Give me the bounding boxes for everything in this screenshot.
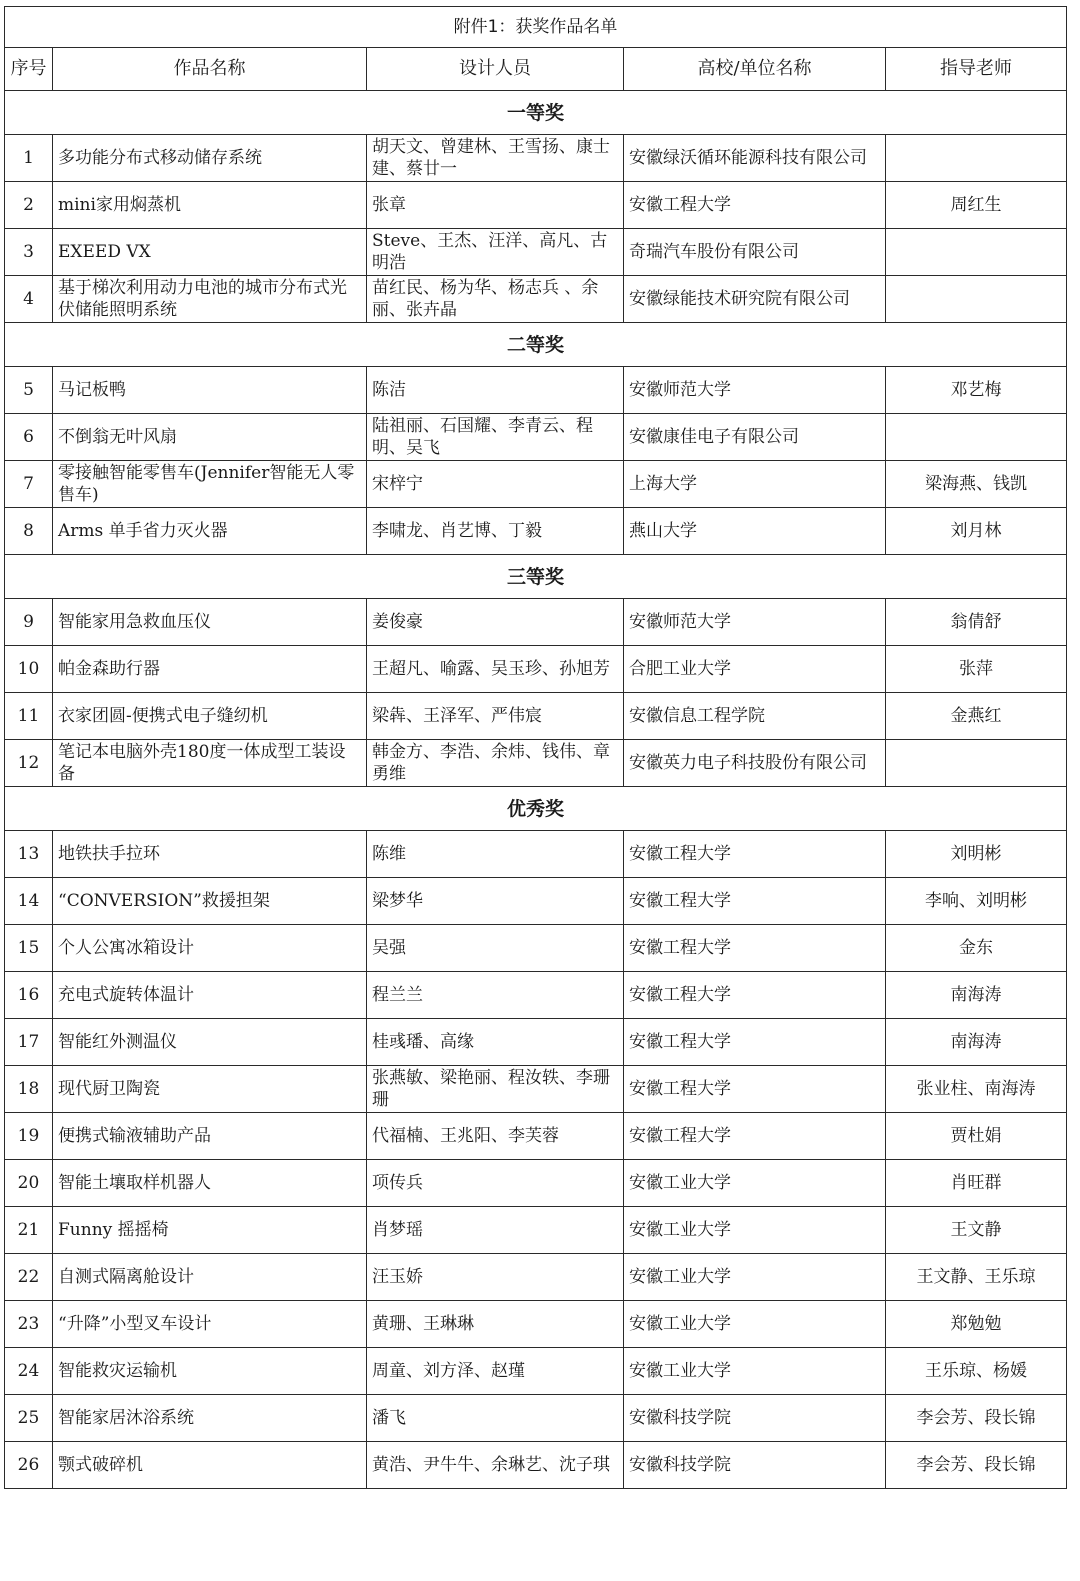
cell-institution: 上海大学 bbox=[624, 461, 886, 508]
section-header-row bbox=[5, 323, 1067, 367]
header-row bbox=[5, 48, 1067, 91]
table-row bbox=[5, 367, 1067, 414]
table-row bbox=[5, 1254, 1067, 1301]
cell-work-name: EXEED VX bbox=[53, 229, 367, 276]
cell-advisor: 梁海燕、钱凯 bbox=[886, 461, 1067, 508]
cell-institution: 奇瑞汽车股份有限公司 bbox=[624, 229, 886, 276]
cell-work-name: 智能救灾运输机 bbox=[53, 1348, 367, 1395]
cell-institution: 安徽工程大学 bbox=[624, 925, 886, 972]
cell-work-name: 帕金森助行器 bbox=[53, 646, 367, 693]
cell-no: 17 bbox=[5, 1019, 53, 1066]
cell-no: 8 bbox=[5, 508, 53, 555]
section-title: 优秀奖 bbox=[5, 787, 1067, 831]
cell-work-name: 颚式破碎机 bbox=[53, 1442, 367, 1489]
cell-no: 21 bbox=[5, 1207, 53, 1254]
cell-work-name: 自测式隔离舱设计 bbox=[53, 1254, 367, 1301]
table-row bbox=[5, 1066, 1067, 1113]
cell-no: 11 bbox=[5, 693, 53, 740]
section-header-row bbox=[5, 91, 1067, 135]
cell-designers: 黄浩、尹牛牛、余琳艺、沈子琪 bbox=[367, 1442, 624, 1489]
table-row bbox=[5, 1348, 1067, 1395]
cell-designers: 李啸龙、肖艺博、丁毅 bbox=[367, 508, 624, 555]
cell-no: 15 bbox=[5, 925, 53, 972]
cell-designers: 宋梓宁 bbox=[367, 461, 624, 508]
cell-designers: 梁梦华 bbox=[367, 878, 624, 925]
cell-advisor: 翁倩舒 bbox=[886, 599, 1067, 646]
cell-advisor: 刘月林 bbox=[886, 508, 1067, 555]
header-no: 序号 bbox=[5, 48, 53, 91]
cell-designers: 陆祖丽、石国耀、李青云、程明、吴飞 bbox=[367, 414, 624, 461]
cell-no: 23 bbox=[5, 1301, 53, 1348]
table-title: 附件1：获奖作品名单 bbox=[5, 7, 1067, 48]
cell-institution: 安徽工业大学 bbox=[624, 1254, 886, 1301]
cell-no: 5 bbox=[5, 367, 53, 414]
section-header-row bbox=[5, 555, 1067, 599]
cell-no: 22 bbox=[5, 1254, 53, 1301]
cell-work-name: 衣家团圆-便携式电子缝纫机 bbox=[53, 693, 367, 740]
cell-no: 24 bbox=[5, 1348, 53, 1395]
cell-advisor: 李会芳、段长锦 bbox=[886, 1442, 1067, 1489]
section-header-row bbox=[5, 787, 1067, 831]
cell-institution: 安徽工程大学 bbox=[624, 831, 886, 878]
table-row bbox=[5, 135, 1067, 182]
cell-advisor: 南海涛 bbox=[886, 1019, 1067, 1066]
cell-institution: 燕山大学 bbox=[624, 508, 886, 555]
cell-institution: 安徽工业大学 bbox=[624, 1207, 886, 1254]
cell-designers: 肖梦瑶 bbox=[367, 1207, 624, 1254]
table-row bbox=[5, 276, 1067, 323]
cell-designers: 周童、刘方泽、赵瑾 bbox=[367, 1348, 624, 1395]
cell-designers: 桂彧璠、高缘 bbox=[367, 1019, 624, 1066]
cell-institution: 合肥工业大学 bbox=[624, 646, 886, 693]
cell-institution: 安徽英力电子科技股份有限公司 bbox=[624, 740, 886, 787]
cell-work-name: 零接触智能零售车(Jennifer智能无人零售车) bbox=[53, 461, 367, 508]
cell-institution: 安徽师范大学 bbox=[624, 599, 886, 646]
cell-no: 18 bbox=[5, 1066, 53, 1113]
table-row bbox=[5, 1395, 1067, 1442]
cell-designers: 代福楠、王兆阳、李芙蓉 bbox=[367, 1113, 624, 1160]
cell-institution: 安徽工程大学 bbox=[624, 1019, 886, 1066]
cell-work-name: “升降”小型叉车设计 bbox=[53, 1301, 367, 1348]
cell-no: 13 bbox=[5, 831, 53, 878]
cell-designers: 苗红民、杨为华、杨志兵 、余丽、张卉晶 bbox=[367, 276, 624, 323]
cell-no: 4 bbox=[5, 276, 53, 323]
cell-no: 19 bbox=[5, 1113, 53, 1160]
table-row bbox=[5, 229, 1067, 276]
cell-institution: 安徽绿沃循环能源科技有限公司 bbox=[624, 135, 886, 182]
cell-advisor: 金东 bbox=[886, 925, 1067, 972]
cell-advisor: 张萍 bbox=[886, 646, 1067, 693]
cell-advisor bbox=[886, 276, 1067, 323]
cell-advisor: 王乐琼、杨媛 bbox=[886, 1348, 1067, 1395]
cell-designers: 胡天文、曾建林、王雪扬、康士建、蔡廿一 bbox=[367, 135, 624, 182]
header-designers: 设计人员 bbox=[367, 48, 624, 91]
header-work: 作品名称 bbox=[53, 48, 367, 91]
table-body bbox=[5, 91, 1067, 1489]
cell-no: 6 bbox=[5, 414, 53, 461]
table-row bbox=[5, 414, 1067, 461]
cell-advisor: 周红生 bbox=[886, 182, 1067, 229]
cell-advisor: 李会芳、段长锦 bbox=[886, 1395, 1067, 1442]
cell-institution: 安徽绿能技术研究院有限公司 bbox=[624, 276, 886, 323]
cell-advisor bbox=[886, 229, 1067, 276]
cell-work-name: 基于梯次利用动力电池的城市分布式光伏储能照明系统 bbox=[53, 276, 367, 323]
cell-no: 10 bbox=[5, 646, 53, 693]
cell-designers: 陈维 bbox=[367, 831, 624, 878]
cell-no: 12 bbox=[5, 740, 53, 787]
cell-institution: 安徽工程大学 bbox=[624, 1113, 886, 1160]
cell-designers: 韩金方、李浩、余炜、钱伟、章勇维 bbox=[367, 740, 624, 787]
cell-advisor: 李响、刘明彬 bbox=[886, 878, 1067, 925]
cell-advisor bbox=[886, 135, 1067, 182]
cell-designers: 黄珊、王琳琳 bbox=[367, 1301, 624, 1348]
cell-no: 16 bbox=[5, 972, 53, 1019]
table-row bbox=[5, 693, 1067, 740]
cell-work-name: 多功能分布式移动储存系统 bbox=[53, 135, 367, 182]
cell-advisor: 王文静 bbox=[886, 1207, 1067, 1254]
cell-work-name: 智能土壤取样机器人 bbox=[53, 1160, 367, 1207]
table-row bbox=[5, 461, 1067, 508]
cell-institution: 安徽信息工程学院 bbox=[624, 693, 886, 740]
cell-designers: 汪玉娇 bbox=[367, 1254, 624, 1301]
cell-work-name: 智能红外测温仪 bbox=[53, 1019, 367, 1066]
table-row bbox=[5, 1019, 1067, 1066]
cell-institution: 安徽工程大学 bbox=[624, 1066, 886, 1113]
cell-institution: 安徽康佳电子有限公司 bbox=[624, 414, 886, 461]
cell-institution: 安徽科技学院 bbox=[624, 1442, 886, 1489]
cell-institution: 安徽工程大学 bbox=[624, 878, 886, 925]
cell-advisor: 张业柱、南海涛 bbox=[886, 1066, 1067, 1113]
cell-designers: Steve、王杰、汪洋、高凡、古明浩 bbox=[367, 229, 624, 276]
table-row bbox=[5, 182, 1067, 229]
cell-no: 3 bbox=[5, 229, 53, 276]
cell-work-name: mini家用焖蒸机 bbox=[53, 182, 367, 229]
cell-work-name: Funny 摇摇椅 bbox=[53, 1207, 367, 1254]
cell-work-name: 现代厨卫陶瓷 bbox=[53, 1066, 367, 1113]
cell-work-name: 地铁扶手拉环 bbox=[53, 831, 367, 878]
cell-designers: 梁犇、王泽军、严伟宸 bbox=[367, 693, 624, 740]
section-title: 二等奖 bbox=[5, 323, 1067, 367]
cell-advisor bbox=[886, 414, 1067, 461]
cell-designers: 张章 bbox=[367, 182, 624, 229]
table-row bbox=[5, 972, 1067, 1019]
cell-work-name: 便携式输液辅助产品 bbox=[53, 1113, 367, 1160]
cell-no: 20 bbox=[5, 1160, 53, 1207]
cell-advisor: 刘明彬 bbox=[886, 831, 1067, 878]
cell-no: 25 bbox=[5, 1395, 53, 1442]
cell-no: 2 bbox=[5, 182, 53, 229]
table-row bbox=[5, 1301, 1067, 1348]
cell-advisor: 南海涛 bbox=[886, 972, 1067, 1019]
table-row bbox=[5, 1207, 1067, 1254]
cell-designers: 王超凡、喻露、吴玉珍、孙旭芳 bbox=[367, 646, 624, 693]
cell-no: 1 bbox=[5, 135, 53, 182]
cell-institution: 安徽师范大学 bbox=[624, 367, 886, 414]
table-row bbox=[5, 1442, 1067, 1489]
cell-institution: 安徽工业大学 bbox=[624, 1160, 886, 1207]
cell-work-name: “CONVERSION”救援担架 bbox=[53, 878, 367, 925]
cell-work-name: 智能家用急救血压仪 bbox=[53, 599, 367, 646]
cell-designers: 姜俊豪 bbox=[367, 599, 624, 646]
cell-advisor bbox=[886, 740, 1067, 787]
cell-designers: 潘飞 bbox=[367, 1395, 624, 1442]
award-table bbox=[4, 6, 1067, 1489]
table-row bbox=[5, 1160, 1067, 1207]
cell-institution: 安徽工业大学 bbox=[624, 1348, 886, 1395]
header-institution: 高校/单位名称 bbox=[624, 48, 886, 91]
cell-designers: 吴强 bbox=[367, 925, 624, 972]
section-title: 三等奖 bbox=[5, 555, 1067, 599]
cell-no: 9 bbox=[5, 599, 53, 646]
cell-designers: 陈洁 bbox=[367, 367, 624, 414]
cell-work-name: 个人公寓冰箱设计 bbox=[53, 925, 367, 972]
cell-no: 26 bbox=[5, 1442, 53, 1489]
cell-institution: 安徽科技学院 bbox=[624, 1395, 886, 1442]
cell-advisor: 邓艺梅 bbox=[886, 367, 1067, 414]
table-row bbox=[5, 831, 1067, 878]
cell-work-name: 马记板鸭 bbox=[53, 367, 367, 414]
cell-advisor: 贾杜娟 bbox=[886, 1113, 1067, 1160]
cell-institution: 安徽工程大学 bbox=[624, 182, 886, 229]
cell-designers: 程兰兰 bbox=[367, 972, 624, 1019]
cell-work-name: 智能家居沐浴系统 bbox=[53, 1395, 367, 1442]
cell-advisor: 王文静、王乐琼 bbox=[886, 1254, 1067, 1301]
table-row bbox=[5, 1113, 1067, 1160]
table-row bbox=[5, 646, 1067, 693]
cell-advisor: 金燕红 bbox=[886, 693, 1067, 740]
cell-work-name: 笔记本电脑外壳180度一体成型工装设备 bbox=[53, 740, 367, 787]
cell-work-name: 不倒翁无叶风扇 bbox=[53, 414, 367, 461]
cell-advisor: 肖旺群 bbox=[886, 1160, 1067, 1207]
cell-advisor: 郑勉勉 bbox=[886, 1301, 1067, 1348]
cell-no: 14 bbox=[5, 878, 53, 925]
cell-work-name: 充电式旋转体温计 bbox=[53, 972, 367, 1019]
cell-work-name: Arms 单手省力灭火器 bbox=[53, 508, 367, 555]
table-row bbox=[5, 878, 1067, 925]
header-advisor: 指导老师 bbox=[886, 48, 1067, 91]
table-row bbox=[5, 508, 1067, 555]
cell-designers: 项传兵 bbox=[367, 1160, 624, 1207]
cell-no: 7 bbox=[5, 461, 53, 508]
table-row bbox=[5, 599, 1067, 646]
table-row bbox=[5, 925, 1067, 972]
table-row bbox=[5, 740, 1067, 787]
cell-institution: 安徽工程大学 bbox=[624, 972, 886, 1019]
cell-institution: 安徽工业大学 bbox=[624, 1301, 886, 1348]
section-title: 一等奖 bbox=[5, 91, 1067, 135]
cell-designers: 张燕敏、梁艳丽、程汝轶、李珊珊 bbox=[367, 1066, 624, 1113]
